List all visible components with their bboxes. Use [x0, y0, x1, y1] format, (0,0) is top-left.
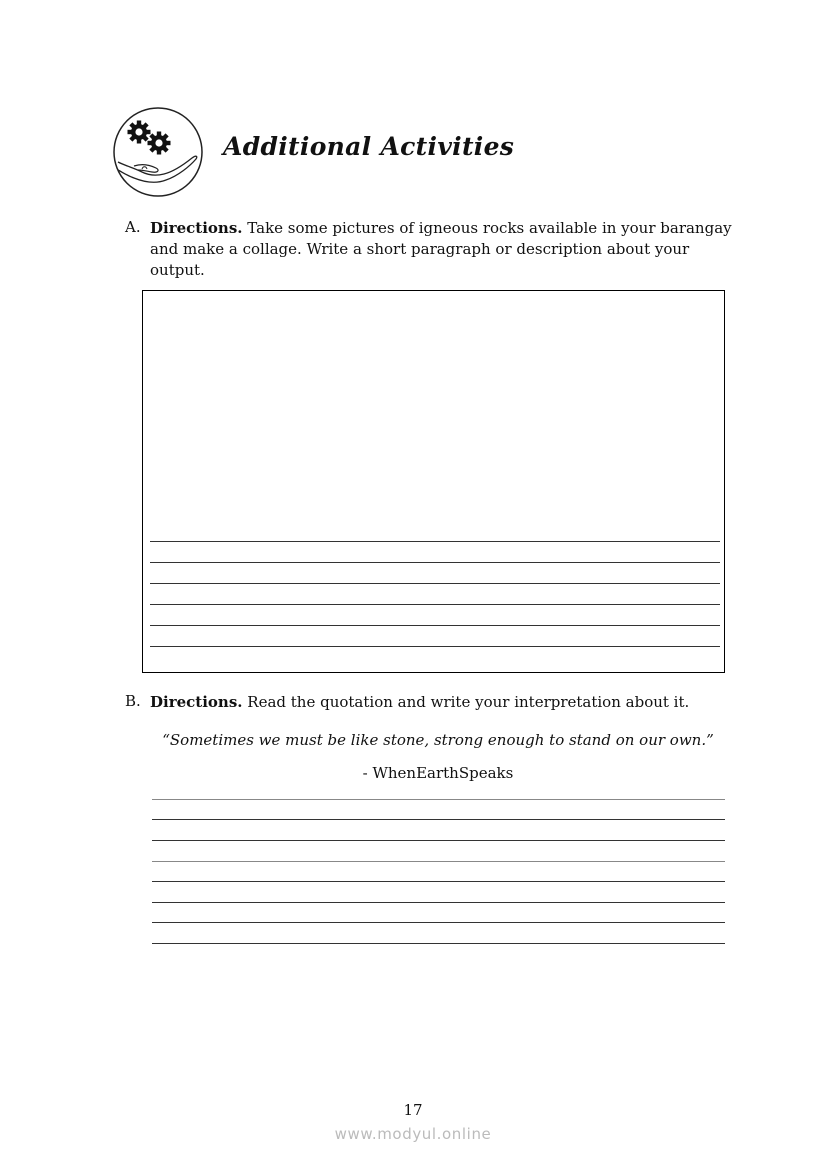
writing-line[interactable] [150, 541, 720, 542]
quotation: “Sometimes we must be like stone, strong enough to stand on our own.” [162, 731, 714, 749]
item-letter-a: A. [125, 218, 141, 236]
watermark: www.modyul.online [334, 1125, 492, 1143]
interpretation-lines[interactable] [152, 797, 725, 947]
writing-line[interactable] [152, 922, 725, 923]
writing-line[interactable] [152, 799, 725, 800]
directions-text-line: output. [150, 261, 205, 279]
writing-line[interactable] [150, 625, 720, 626]
writing-line[interactable] [152, 861, 725, 862]
collage-answer-box[interactable] [142, 290, 725, 673]
directions-label: Directions. [150, 219, 243, 237]
directions-b [150, 692, 689, 713]
writing-line[interactable] [152, 819, 725, 820]
writing-line[interactable] [152, 881, 725, 882]
page-number: 17 [403, 1101, 423, 1119]
page-title: Additional Activities [223, 132, 515, 161]
writing-line[interactable] [150, 646, 720, 647]
directions-text-line: Take some pictures of igneous rocks available in your barangay [247, 219, 732, 237]
directions-label: Directions. [150, 693, 243, 711]
writing-line[interactable] [150, 604, 720, 605]
writing-line[interactable] [150, 583, 720, 584]
directions-a [150, 218, 740, 281]
writing-line[interactable] [152, 840, 725, 841]
item-letter-b: B. [125, 692, 141, 710]
gears-on-hand-icon [112, 106, 204, 198]
directions-text-line: and make a collage. Write a short paragraph or description about your [150, 240, 690, 258]
writing-line[interactable] [152, 902, 725, 903]
quotation-author: - WhenEarthSpeaks [362, 764, 514, 782]
writing-line[interactable] [150, 562, 720, 563]
directions-text: Read the quotation and write your interpretation about it. [247, 693, 690, 711]
writing-line[interactable] [152, 943, 725, 944]
